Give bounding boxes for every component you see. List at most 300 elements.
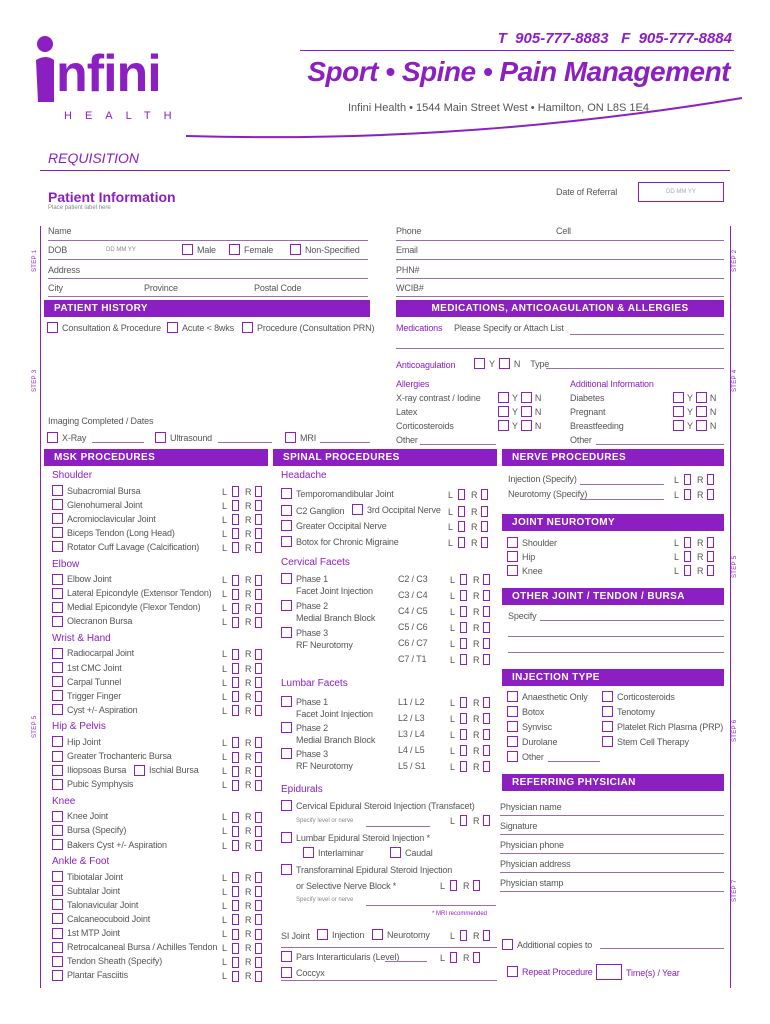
msk-item-checkbox[interactable] [52, 871, 63, 882]
cervical-level-left-checkbox[interactable] [460, 654, 467, 665]
joint-neurotomy-item-left-checkbox[interactable] [684, 537, 691, 548]
injection-type-item-row [602, 721, 723, 732]
cervical-phase-checkbox[interactable] [281, 573, 292, 584]
injection-type-item-checkbox[interactable] [507, 691, 518, 702]
lumbar-level-lr [450, 745, 490, 756]
cervical-level-left-checkbox[interactable] [460, 638, 467, 649]
msk-item-right-checkbox[interactable] [255, 705, 262, 716]
msk-item-checkbox[interactable] [52, 765, 63, 776]
blank-line[interactable] [596, 444, 724, 445]
lumbar-level-left-checkbox[interactable] [460, 697, 467, 708]
lumbar-phase-checkbox[interactable] [281, 748, 292, 759]
msk-item-l-label: L [222, 500, 228, 511]
cervical-level-right-checkbox[interactable] [483, 622, 490, 633]
msk-item-left-checkbox[interactable] [232, 826, 239, 837]
msk-group-title: Shoulder [52, 470, 93, 481]
consult-checkbox[interactable] [47, 322, 58, 333]
headache-item-r-label: R [471, 521, 478, 532]
additional-item: Other [570, 435, 592, 445]
msk-item-checkbox[interactable] [52, 956, 63, 967]
msk-item-checkbox[interactable] [52, 648, 63, 659]
pars-right-checkbox[interactable] [473, 952, 480, 963]
cervical-level-r-label: R [473, 574, 480, 585]
headache-item-checkbox[interactable] [281, 488, 292, 499]
lumbar-phase-checkbox[interactable] [281, 722, 292, 733]
lumbar-level-right-checkbox[interactable] [483, 729, 490, 740]
joint-neurotomy-item-left-checkbox[interactable] [684, 565, 691, 576]
msk-item-left-checkbox[interactable] [232, 929, 239, 940]
male-checkbox[interactable] [182, 244, 193, 255]
cervical-level-right-checkbox[interactable] [483, 606, 490, 617]
msk-item-row [52, 690, 121, 701]
lumbar-level-l-label: L [450, 761, 456, 772]
msk-item-r-label: R [245, 812, 252, 823]
msk-item-right-checkbox[interactable] [255, 486, 262, 497]
msk-item-left-checkbox[interactable] [232, 663, 239, 674]
headache-item-left-checkbox[interactable] [458, 521, 465, 532]
joint-neurotomy-item-row [507, 537, 557, 548]
injection-type-item-checkbox[interactable] [602, 721, 613, 732]
msk-item-lr [222, 663, 262, 674]
msk-header: MSK PROCEDURES [44, 449, 268, 466]
ultrasound-checkbox[interactable] [155, 432, 166, 443]
caudal-checkbox[interactable] [390, 847, 401, 858]
msk-item-left-checkbox[interactable] [232, 486, 239, 497]
joint-neurotomy-header: JOINT NEUROTOMY [502, 514, 724, 531]
msk-item-checkbox[interactable] [52, 942, 63, 953]
mri-checkbox[interactable] [285, 432, 296, 443]
msk-item-r-label: R [245, 663, 252, 674]
transforaminal-checkbox[interactable] [281, 864, 292, 875]
msk-item-lr [222, 957, 262, 968]
blank-line[interactable] [420, 444, 496, 445]
msk-item-r-label: R [245, 929, 252, 939]
cervical-level-lr [450, 638, 490, 649]
additional-1-no-checkbox[interactable] [696, 406, 707, 417]
blank-line[interactable] [500, 891, 724, 892]
blank-line[interactable] [281, 980, 497, 981]
headache-item-left-checkbox[interactable] [458, 506, 465, 517]
msk-item-checkbox[interactable] [52, 588, 63, 599]
msk-item-checkbox[interactable] [52, 541, 63, 552]
nerve-item-right-checkbox[interactable] [707, 474, 714, 485]
lumbar-level-right-checkbox[interactable] [483, 713, 490, 724]
cervical-phase-checkbox[interactable] [281, 600, 292, 611]
msk-item-right-checkbox[interactable] [255, 900, 262, 911]
nerve-item-right-checkbox[interactable] [707, 489, 714, 500]
msk-item-right-checkbox[interactable] [255, 528, 262, 539]
cervical-level-left-checkbox[interactable] [460, 574, 467, 585]
transforaminal-right-checkbox[interactable] [473, 880, 480, 891]
step-label: STEP 5 [32, 715, 38, 738]
msk-item-label: Hip Joint [67, 736, 101, 747]
lumbar-level-left-checkbox[interactable] [460, 761, 467, 772]
msk-item-checkbox[interactable] [52, 885, 63, 896]
lumbar-level-right-checkbox[interactable] [483, 697, 490, 708]
msk-item-left-checkbox[interactable] [232, 971, 239, 982]
msk-item-r-label: R [245, 691, 252, 702]
msk-item-row [52, 704, 137, 715]
transforaminal-left-checkbox[interactable] [450, 880, 457, 891]
msk-item-left-checkbox[interactable] [232, 603, 239, 614]
lumbar-level-left-checkbox[interactable] [460, 713, 467, 724]
msk-item-lr [222, 575, 262, 586]
msk-item-label: Tendon Sheath (Specify) [67, 956, 163, 967]
headache-item-checkbox[interactable] [281, 536, 292, 547]
msk-item-right-checkbox[interactable] [255, 542, 262, 553]
blank-line[interactable] [385, 961, 427, 962]
msk-item-left-checkbox[interactable] [232, 528, 239, 539]
msk-item-right-checkbox[interactable] [255, 766, 262, 777]
msk-item-right-checkbox[interactable] [255, 677, 262, 688]
msk-item-lr [222, 486, 262, 497]
lumbar-phase-row [281, 722, 328, 733]
blank-line[interactable] [366, 905, 496, 906]
msk-item-checkbox[interactable] [52, 690, 63, 701]
msk-item-left-checkbox[interactable] [232, 705, 239, 716]
msk-item-right-checkbox[interactable] [255, 971, 262, 982]
blank-line[interactable] [540, 620, 724, 621]
headache-item-left-checkbox[interactable] [458, 537, 465, 548]
msk-item-lr [222, 780, 262, 791]
patient-history-header: PATIENT HISTORY [44, 300, 370, 317]
msk-item-checkbox[interactable] [52, 513, 63, 524]
procedure-checkbox[interactable] [242, 322, 253, 333]
msk-item-left-checkbox[interactable] [232, 957, 239, 968]
msk-item-checkbox[interactable] [52, 825, 63, 836]
joint-neurotomy-item-label: Hip [522, 551, 536, 562]
msk-item-checkbox[interactable] [52, 913, 63, 924]
non-specified-checkbox[interactable] [290, 244, 301, 255]
lumbar-level-left-checkbox[interactable] [460, 745, 467, 756]
cervical-epidural-right-checkbox[interactable] [483, 815, 490, 826]
msk-item-left-checkbox[interactable] [232, 914, 239, 925]
joint-neurotomy-item-checkbox[interactable] [507, 565, 518, 576]
msk-item-label: Cyst +/- Aspiration [67, 704, 138, 715]
patient-info-title: Patient Information [48, 189, 176, 205]
msk-item-checkbox[interactable] [52, 704, 63, 715]
joint-neurotomy-item-right-checkbox[interactable] [707, 537, 714, 548]
allergy-1-no-checkbox[interactable] [521, 406, 532, 417]
headache-item-checkbox[interactable] [281, 520, 292, 531]
msk-item-right-checkbox[interactable] [255, 617, 262, 628]
msk-item-checkbox[interactable] [52, 779, 63, 790]
lumbar-level-right-checkbox[interactable] [483, 745, 490, 756]
msk-item-right-checkbox[interactable] [255, 663, 262, 674]
msk-item-lr [222, 886, 262, 897]
headache-item-checkbox[interactable] [281, 505, 292, 516]
msk-item-checkbox[interactable] [52, 736, 63, 747]
si-joint-r-label: R [473, 930, 480, 941]
msk-item-checkbox[interactable] [52, 616, 63, 627]
msk-item-lr [222, 826, 262, 837]
msk-item-checkbox[interactable] [52, 899, 63, 910]
lumbar-level-left-checkbox[interactable] [460, 729, 467, 740]
msk-item-row [52, 779, 133, 790]
joint-neurotomy-item-right-checkbox[interactable] [707, 565, 714, 576]
anticoag-no-checkbox[interactable] [499, 358, 510, 369]
additional-0-yn [673, 392, 716, 403]
msk-item-l-label: L [222, 514, 228, 525]
msk-item-left-checkbox[interactable] [232, 840, 239, 851]
allergy-0-no-checkbox[interactable] [521, 392, 532, 403]
msk-item-checkbox[interactable] [52, 839, 63, 850]
cervical-epidural-left-checkbox[interactable] [460, 815, 467, 826]
msk-item-left-checkbox[interactable] [232, 886, 239, 897]
msk-item-l-label: L [222, 929, 228, 939]
msk-item-lr [222, 528, 262, 539]
cervical-epidural-checkbox[interactable] [281, 800, 292, 811]
msk-item-right-checkbox[interactable] [255, 826, 262, 837]
allergy-0-yes-checkbox[interactable] [498, 392, 509, 403]
msk-item-left-checkbox[interactable] [232, 514, 239, 525]
injection-type-item-label: Stem Cell Therapy [617, 736, 689, 747]
msk-item-left-checkbox[interactable] [232, 617, 239, 628]
msk-item-left-checkbox[interactable] [232, 766, 239, 777]
cervical-phase-checkbox[interactable] [281, 627, 292, 638]
additional-1-n-label: N [709, 406, 717, 417]
headache-item-right-checkbox[interactable] [481, 489, 488, 500]
pars-left-checkbox[interactable] [450, 952, 457, 963]
repeat-procedure-checkbox[interactable] [507, 966, 518, 977]
blank-line[interactable] [500, 853, 724, 854]
logo-main-text: nfini [56, 45, 161, 103]
msk-item-checkbox[interactable] [52, 662, 63, 673]
msk-item-right-checkbox[interactable] [255, 737, 262, 748]
additional-2-yes-checkbox[interactable] [673, 420, 684, 431]
allergy-2-yn [498, 420, 541, 431]
injection-type-item-checkbox[interactable] [507, 706, 518, 717]
si-joint-left-checkbox[interactable] [460, 930, 467, 941]
additional-copies-checkbox[interactable] [502, 939, 513, 950]
additional-2-no-checkbox[interactable] [696, 420, 707, 431]
msk-item-right-checkbox[interactable] [255, 589, 262, 600]
lumbar-epidural-checkbox[interactable] [281, 832, 292, 843]
allergy-1-yes-checkbox[interactable] [498, 406, 509, 417]
name-field[interactable] [48, 240, 368, 241]
headache-item-l-label: L [448, 489, 454, 500]
additional-1-yes-checkbox[interactable] [673, 406, 684, 417]
third-occipital-row [352, 504, 441, 515]
msk-item-l-label: L [222, 957, 228, 968]
msk-item-checkbox[interactable] [52, 485, 63, 496]
joint-neurotomy-item-r-label: R [697, 551, 704, 562]
msk-item-label: Bakers Cyst +/- Aspiration [67, 839, 167, 850]
acute-checkbox[interactable] [167, 322, 178, 333]
injection-type-item-checkbox[interactable] [602, 691, 613, 702]
msk-item-left-checkbox[interactable] [232, 542, 239, 553]
dob-placeholder: DD MM YY [106, 247, 136, 253]
blank-line[interactable] [600, 948, 724, 949]
msk-item-right-checkbox[interactable] [255, 872, 262, 883]
msk-item-right-checkbox[interactable] [255, 514, 262, 525]
msk-item-right-checkbox[interactable] [255, 840, 262, 851]
cervical-level-r-label: R [473, 590, 480, 601]
joint-neurotomy-item-checkbox[interactable] [507, 537, 518, 548]
headache-item-l-label: L [448, 537, 454, 548]
ischial-label: Ischial Bursa [149, 765, 199, 776]
anticoag-yes-checkbox[interactable] [474, 358, 485, 369]
msk-item-left-checkbox[interactable] [232, 872, 239, 883]
joint-neurotomy-item-left-checkbox[interactable] [684, 551, 691, 562]
coccyx-checkbox[interactable] [281, 967, 292, 978]
msk-item-left-checkbox[interactable] [232, 589, 239, 600]
msk-item-label: Greater Trochanteric Bursa [67, 751, 172, 761]
pars-checkbox[interactable] [281, 951, 292, 962]
msk-item-left-checkbox[interactable] [232, 575, 239, 586]
msk-item-label: Subtalar Joint [67, 885, 120, 896]
msk-item-checkbox[interactable] [52, 499, 63, 510]
allergy-2-yes-checkbox[interactable] [498, 420, 509, 431]
interlaminar-checkbox[interactable] [303, 847, 314, 858]
si-neurotomy-row [372, 929, 430, 940]
msk-item-left-checkbox[interactable] [232, 500, 239, 511]
msk-item-checkbox[interactable] [52, 602, 63, 613]
msk-item-checkbox[interactable] [52, 928, 63, 939]
msk-item-right-checkbox[interactable] [255, 780, 262, 791]
joint-neurotomy-item-checkbox[interactable] [507, 551, 518, 562]
si-joint-right-checkbox[interactable] [483, 930, 490, 941]
injection-type-item-checkbox[interactable] [602, 706, 613, 717]
joint-neurotomy-item-right-checkbox[interactable] [707, 551, 714, 562]
headache-item-row [281, 536, 399, 547]
cervical-level-right-checkbox[interactable] [483, 638, 490, 649]
third-occipital-checkbox[interactable] [352, 504, 363, 515]
msk-group-title: Hip & Pelvis [52, 721, 106, 733]
msk-item-right-checkbox[interactable] [255, 943, 262, 954]
msk-item-label: Carpal Tunnel [67, 676, 122, 687]
msk-item-left-checkbox[interactable] [232, 812, 239, 823]
injection-type-item-label: Tenotomy [617, 706, 655, 717]
msk-item-row [52, 513, 156, 524]
nerve-item-left-checkbox[interactable] [684, 489, 691, 500]
times-per-year-field[interactable] [596, 964, 622, 980]
msk-item-left-checkbox[interactable] [232, 752, 239, 763]
blank-line[interactable] [281, 947, 497, 948]
cervical-level-right-checkbox[interactable] [483, 590, 490, 601]
msk-item-label: Medial Epicondyle (Flexor Tendon) [67, 602, 201, 613]
cervical-level-left-checkbox[interactable] [460, 622, 467, 633]
msk-item-left-checkbox[interactable] [232, 780, 239, 791]
msk-item-row [52, 527, 175, 538]
msk-item-checkbox[interactable] [52, 751, 63, 762]
msk-item-right-checkbox[interactable] [255, 752, 262, 763]
blank-line[interactable] [500, 815, 724, 816]
blank-line[interactable] [508, 636, 724, 637]
msk-item-right-checkbox[interactable] [255, 957, 262, 968]
headache-item-right-checkbox[interactable] [481, 521, 488, 532]
lumbar-phase-checkbox[interactable] [281, 696, 292, 707]
cervical-epidural-r-label: R [473, 815, 480, 826]
xray-checkbox[interactable] [47, 432, 58, 443]
transforaminal-b: or Selective Nerve Block * [296, 881, 397, 891]
msk-item-row [52, 970, 128, 981]
msk-item-checkbox[interactable] [52, 527, 63, 538]
allergies-label: Allergies [396, 379, 430, 389]
cervical-level-right-checkbox[interactable] [483, 654, 490, 665]
msk-item-right-checkbox[interactable] [255, 649, 262, 660]
msk-item-left-checkbox[interactable] [232, 691, 239, 702]
msk-group-title: Elbow [52, 558, 80, 570]
header-phone: T 905-777-8883 F 905-777-8884 [497, 30, 732, 47]
msk-item-r-label: R [245, 840, 252, 851]
msk-item-right-checkbox[interactable] [255, 500, 262, 511]
blank-line[interactable] [580, 484, 664, 485]
xray-label: X-Ray [62, 432, 87, 443]
lumbar-level-r-label: R [473, 713, 480, 724]
injection-type-item-checkbox[interactable] [507, 736, 518, 747]
headache-item-right-checkbox[interactable] [481, 506, 488, 517]
msk-item-right-checkbox[interactable] [255, 886, 262, 897]
headache-item-left-checkbox[interactable] [458, 489, 465, 500]
msk-group-title: Knee [52, 795, 76, 807]
msk-item-checkbox[interactable] [52, 970, 63, 981]
msk-item-left-checkbox[interactable] [232, 943, 239, 954]
phone-label: Phone [396, 226, 422, 236]
blank-line[interactable] [500, 834, 724, 835]
blank-line[interactable] [580, 499, 664, 500]
caudal-row [390, 847, 433, 858]
additional-0-no-checkbox[interactable] [696, 392, 707, 403]
mri-recommended: * MRI recommended [432, 911, 488, 917]
msk-item-right-checkbox[interactable] [255, 929, 262, 940]
msk-item-r-label: R [245, 705, 252, 716]
address-field[interactable] [48, 278, 368, 279]
joint-neurotomy-item-row [507, 565, 542, 576]
blank-line[interactable] [500, 872, 724, 873]
msk-item-right-checkbox[interactable] [255, 812, 262, 823]
nerve-item-left-checkbox[interactable] [684, 474, 691, 485]
headache-item-right-checkbox[interactable] [481, 537, 488, 548]
cervical-level-left-checkbox[interactable] [460, 590, 467, 601]
msk-item-left-checkbox[interactable] [232, 737, 239, 748]
blank-line[interactable] [548, 761, 600, 762]
msk-item-left-checkbox[interactable] [232, 900, 239, 911]
si-injection-checkbox[interactable] [317, 929, 328, 940]
epidurals-title: Epidurals [281, 784, 323, 795]
allergy-2-no-checkbox[interactable] [521, 420, 532, 431]
msk-item-label: Lateral Epicondyle (Extensor Tendon) [67, 588, 212, 599]
injection-type-item-checkbox[interactable] [602, 736, 613, 747]
msk-item-right-checkbox[interactable] [255, 914, 262, 925]
step-label: STEP 3 [32, 369, 38, 392]
si-neurotomy-checkbox[interactable] [372, 929, 383, 940]
msk-item-r-label: R [245, 780, 252, 791]
date-referral-field[interactable]: DD MM YY [638, 182, 724, 202]
blank-line[interactable] [366, 826, 430, 827]
msk-item-checkbox[interactable] [52, 574, 63, 585]
msk-item-left-checkbox[interactable] [232, 677, 239, 688]
injection-type-item-checkbox[interactable] [507, 721, 518, 732]
third-occipital-label: 3rd Occipital Nerve [367, 504, 441, 515]
requisition-title: REQUISITION [48, 150, 140, 166]
blank-line[interactable] [508, 652, 724, 653]
lumbar-level-right-checkbox[interactable] [483, 761, 490, 772]
msk-item-right-checkbox[interactable] [255, 603, 262, 614]
msk-item-right-checkbox[interactable] [255, 691, 262, 702]
additional-0-yes-checkbox[interactable] [673, 392, 684, 403]
msk-item-l-label: L [222, 677, 228, 688]
female-checkbox[interactable] [229, 244, 240, 255]
injection-type-item-checkbox[interactable] [507, 751, 518, 762]
msk-item-checkbox[interactable] [52, 676, 63, 687]
msk-item-left-checkbox[interactable] [232, 649, 239, 660]
cervical-level-right-checkbox[interactable] [483, 574, 490, 585]
msk-item-checkbox[interactable] [52, 811, 63, 822]
msk-item-right-checkbox[interactable] [255, 575, 262, 586]
cervical-level-left-checkbox[interactable] [460, 606, 467, 617]
ischial-checkbox[interactable] [134, 765, 145, 776]
